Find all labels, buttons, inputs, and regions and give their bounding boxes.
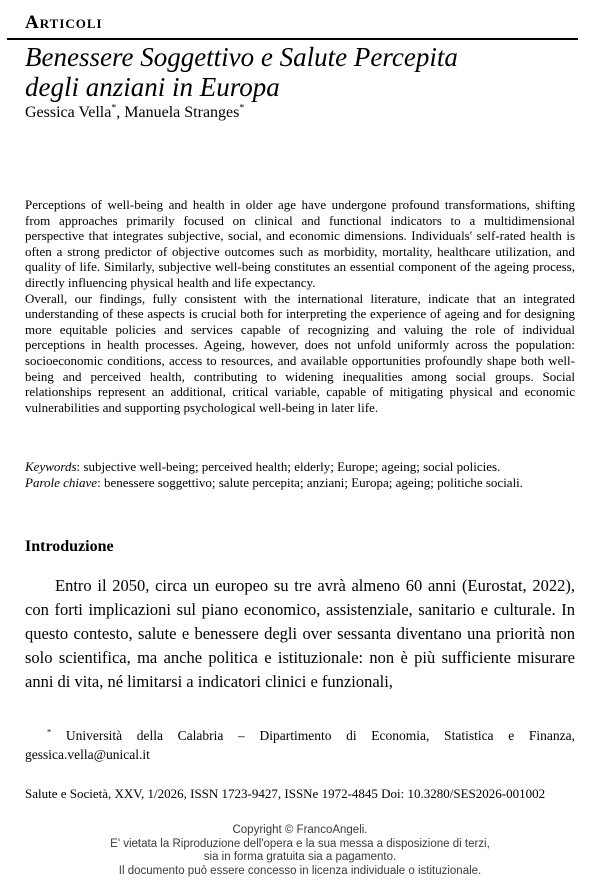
keywords-block: [25, 459, 575, 490]
journal-citation-line: Salute e Società, XXV, 1/2026, ISSN 1723-9427, ISSNe 1972-4845 Doi: 10.3280/SES2026-001002: [25, 786, 546, 801]
header-rule: [7, 38, 578, 40]
copyright-line: sia in forma gratuita sia a pagamento.: [203, 851, 397, 863]
abstract-paragraph-1: Perceptions of well-being and health in older age have undergone profound transformations, shifting from approaches primarily focused on clinical and functional indicators to a multidimensional perspective that integrates subjective, social, and economic dimensions. Individuals' self-rated health is often a strong predictor of objective outcomes such as morbidity, mortality, healthcare utilization, and quality of life. Similarly, subjective well-being constitutes an essential component of the ageing process, directly influencing physical health and life expectancy.: [25, 197, 575, 290]
abstract-paragraph-2: Overall, our findings, fully consistent with the international literature, indicate that an integrated understanding of these aspects is crucial both for interpreting the experience of ageing and for designing more equitable policies and services capable of recognizing and valuing the role of individual perceptions in health processes. Ageing, however, does not unfold uniformly across the population: socioeconomic conditions, access to resources, and available opportunities profoundly shape both well-being and perceived health, contributing to widening inequalities among social groups. Social relationships represent an additional, critical variable, capable of mitigating physical and economic vulnerabilities and supporting psychological well-being in later life.: [25, 290, 575, 415]
authors-line: [25, 104, 575, 122]
article-title: [25, 42, 575, 102]
keywords-italian: [25, 475, 575, 491]
copyright-line: E' vietata la Riproduzione dell'opera e la sua messa a disposizione di terzi,: [110, 837, 490, 850]
copyright-line: Il documento può essere concesso in licenza individuale o istituzionale.: [118, 864, 482, 877]
author-name: Manuela Stranges: [124, 104, 240, 121]
section-label-articoli: Articoli: [25, 12, 103, 33]
parole-chiave-text: : benessere soggettivo; salute percepita; anziani; Europa; ageing; politiche sociali.: [97, 474, 524, 490]
keywords-text: : subjective well-being; perceived health; elderly; Europe; ageing; social policies.: [76, 459, 501, 474]
author-affiliation-footnote: [25, 726, 575, 764]
abstract: [25, 197, 575, 415]
parole-chiave-label: Parole chiave: [25, 474, 98, 490]
keywords-label: Keywords: [25, 459, 77, 474]
footnote-text: Università della Calabria – Dipartimento di Economia, Statistica e Finanza, gessica.vella@unical.it: [25, 728, 575, 762]
author-footnote-marker: *: [239, 102, 245, 114]
article-title-line1: Benessere Soggettivo e Salute Percepita: [25, 42, 458, 72]
keywords-english: [25, 459, 575, 475]
section-heading-introduzione: Introduzione: [25, 538, 114, 555]
author-footnote-marker: *: [111, 102, 117, 114]
article-title-line2: degli anziani in Europa: [25, 72, 280, 102]
copyright-line: Copyright © FrancoAngeli.: [232, 824, 368, 836]
authors-separator: ,: [116, 104, 125, 121]
footnote-marker: *: [47, 727, 52, 737]
copyright-notice: [0, 824, 600, 878]
author-name: Gessica Vella: [25, 104, 112, 121]
intro-paragraph: Entro il 2050, circa un europeo su tre avrà almeno 60 anni (Eurostat, 2022), con forti implicazioni sul piano economico, assistenziale, sanitario e culturale. In questo contesto, salute e benessere degli over sessanta diventano una priorità non solo scientifica, ma anche politica e istituzionale: non è più sufficiente misurare anni di vita, né limitarsi a indicatori clinici e funzionali,: [25, 576, 575, 691]
